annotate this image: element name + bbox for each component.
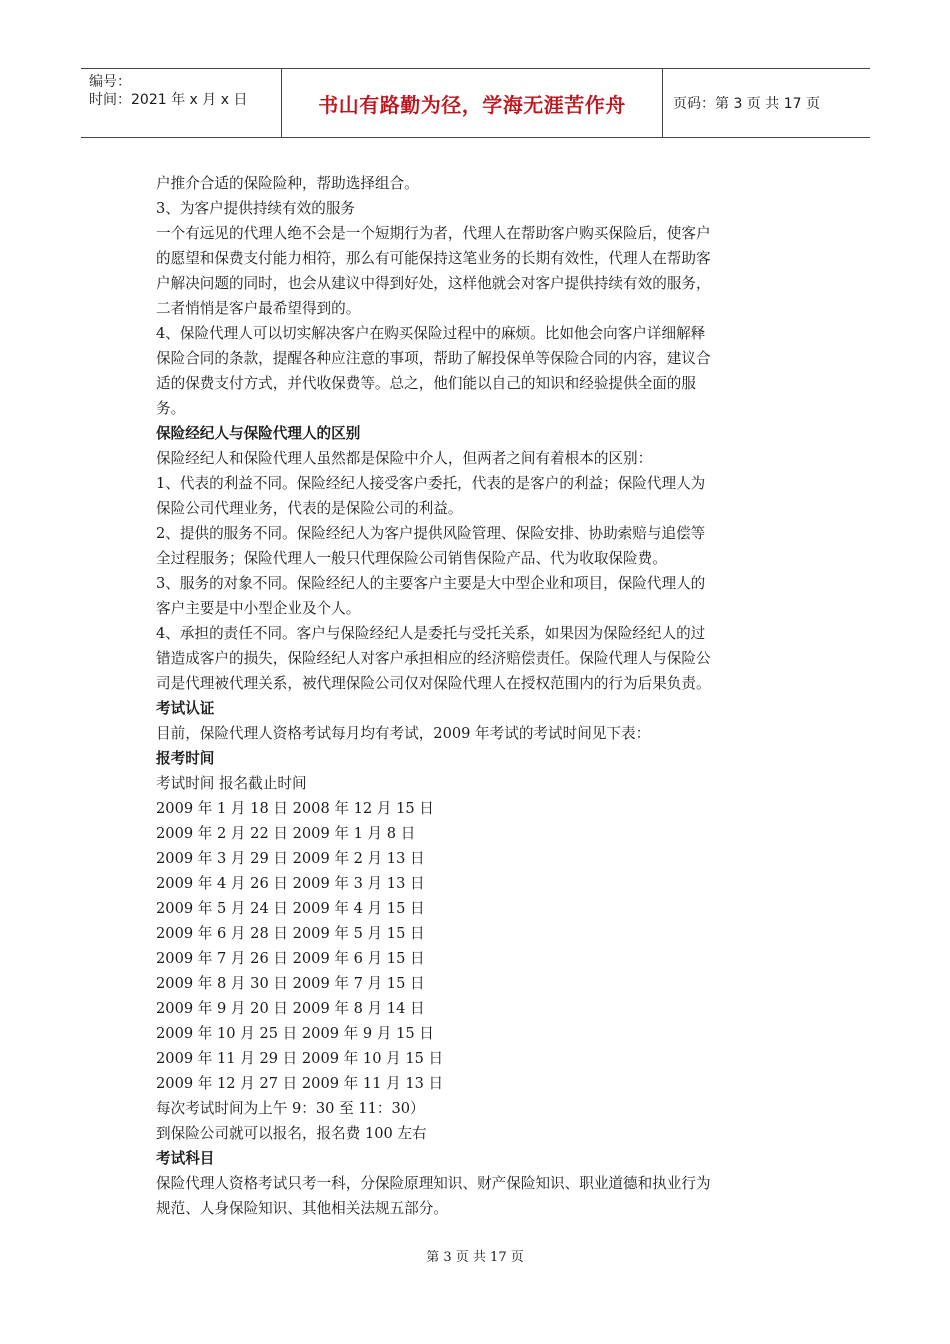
body-line: 户解决问题的同时，也会从建议中得到好处，这样他就会对客户提供持续有效的服务， [156, 275, 711, 292]
page-footer: 第 3 页 共 17 页 [426, 1250, 524, 1265]
body-line: 保险代理人资格考试只考一科，分保险原理知识、财产保险知识、职业道德和执业行为 [156, 1175, 711, 1192]
body-line: 2009 年 2 月 22 日 2009 年 1 月 8 日 [156, 825, 416, 842]
body-line: 二者悄悄是客户最希望得到的。 [156, 300, 361, 317]
body-line: 每次考试时间为上午 9：30 至 11：30） [156, 1100, 425, 1117]
body-line: 保险公司代理业务，代表的是保险公司的利益。 [156, 500, 463, 517]
body-line: 3、服务的对象不同。保险经纪人的主要客户主要是大中型企业和项目，保险代理人的 [156, 575, 706, 592]
body-line: 户推介合适的保险险种，帮助选择组合。 [156, 175, 419, 192]
body-line: 适的保费支付方式，并代收保费等。总之，他们能以自己的知识和经验提供全面的服 [156, 375, 696, 392]
body-line: 务。 [156, 400, 186, 417]
body-line: 保险经纪人和保险代理人虽然都是保险中介人，但两者之间有着根本的区别： [156, 450, 653, 467]
body-line: 2009 年 3 月 29 日 2009 年 2 月 13 日 [156, 850, 425, 867]
body-line: 到保险公司就可以报名，报名费 100 左右 [156, 1125, 427, 1142]
header-page-info: 页码：第 3 页 共 17 页 [673, 96, 820, 112]
body-line: 2009 年 12 月 27 日 2009 年 11 月 13 日 [156, 1075, 444, 1092]
body-line: 全过程服务；保险代理人一般只代理保险公司销售保险产品、代为收取保险费。 [156, 550, 667, 567]
document-number-label: 编号： [89, 74, 131, 90]
body-line: 保险合同的条款，提醒各种应注意的事项，帮助了解投保单等保险合同的内容，建议合 [156, 350, 711, 367]
body-line: 2009 年 6 月 28 日 2009 年 5 月 15 日 [156, 925, 425, 942]
section-heading: 保险经纪人与保险代理人的区别 [156, 425, 361, 442]
body-line: 2009 年 7 月 26 日 2009 年 6 月 15 日 [156, 950, 425, 967]
header-motto: 书山有路勤为径，学海无涯苦作舟 [282, 69, 663, 137]
body-line: 1、代表的利益不同。保险经纪人接受客户委托，代表的是客户的利益；保险代理人为 [156, 475, 706, 492]
body-line: 3、为客户提供持续有效的服务 [156, 200, 356, 217]
body-line: 2009 年 1 月 18 日 2008 年 12 月 15 日 [156, 800, 434, 817]
body-line: 客户主要是中小型企业及个人。 [156, 600, 361, 617]
header-meta [81, 69, 282, 137]
body-line: 错造成客户的损失，保险经纪人对客户承担相应的经济赔偿责任。保险代理人与保险公 [156, 650, 711, 667]
body-line: 目前，保险代理人资格考试每月均有考试，2009 年考试的考试时间见下表： [156, 725, 651, 742]
body-line: 2009 年 8 月 30 日 2009 年 7 月 15 日 [156, 975, 425, 992]
body-line: 考试时间 报名截止时间 [156, 775, 307, 792]
body-line: 2009 年 4 月 26 日 2009 年 3 月 13 日 [156, 875, 425, 892]
body-line: 的愿望和保费支付能力相符，那么有可能保持这笔业务的长期有效性，代理人在帮助客 [156, 250, 711, 267]
section-heading: 报考时间 [156, 750, 215, 767]
body-line: 4、保险代理人可以切实解决客户在购买保险过程中的麻烦。比如他会向客户详细解释 [156, 325, 706, 342]
body-line: 2、提供的服务不同。保险经纪人为客户提供风险管理、保险安排、协助索赔与追偿等 [156, 525, 706, 542]
body-line: 一个有远见的代理人绝不会是一个短期行为者，代理人在帮助客户购买保险后，使客户 [156, 225, 711, 242]
body-line: 2009 年 10 月 25 日 2009 年 9 月 15 日 [156, 1025, 434, 1042]
section-heading: 考试科目 [156, 1150, 215, 1167]
body-line: 2009 年 11 月 29 日 2009 年 10 月 15 日 [156, 1050, 444, 1067]
section-heading: 考试认证 [156, 700, 215, 717]
body-line: 2009 年 5 月 24 日 2009 年 4 月 15 日 [156, 900, 425, 917]
body-line: 司是代理被代理关系，被代理保险公司仅对保险代理人在授权范围内的行为后果负责。 [156, 675, 711, 692]
body-line: 4、承担的责任不同。客户与保险经纪人是委托与受托关系，如果因为保险经纪人的过 [156, 625, 706, 642]
document-body [156, 171, 796, 1221]
body-line: 2009 年 9 月 20 日 2009 年 8 月 14 日 [156, 1000, 425, 1017]
body-line: 规范、人身保险知识、其他相关法规五部分。 [156, 1200, 448, 1217]
document-date: 时间：2021 年 x 月 x 日 [89, 92, 248, 108]
page-header [81, 68, 870, 138]
